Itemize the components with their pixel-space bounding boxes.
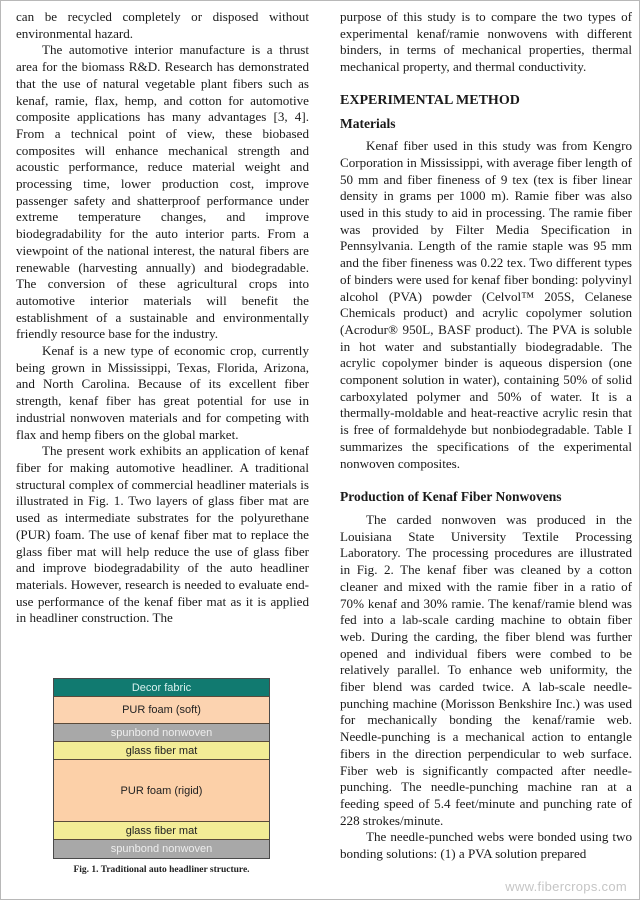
layer-label: Decor fabric [131,681,192,694]
paragraph: The needle-punched webs were bonded using two bonding solutions: (1) a PVA solution prepared [340,829,632,862]
paragraph: The present work exhibits an application of kenaf fiber for making automotive headliner. A traditional structural complex of commercial headliner materials is illustrated in Fig. 1. Two layers of glass fiber mat are used as intermediate substrates for the polyurethane (PUR) foam. The use of kenaf fiber mat to replace the glass fiber mat will help reduce the use of glass fiber and improve biodegradability of the auto headliner materials. However, research is needed to evaluate end-use performance of the kenaf fiber mat as it is applied in headliner construction. The [16,443,309,626]
paragraph: purpose of this study is to compare the two types of experimental kenaf/ramie nonwovens with different binders, in terms of mechanical properties, thermal mechanical property, and thermal conductivity. [340,9,632,75]
paragraph: The carded nonwoven was produced in the Louisiana State University Textile Processing Laboratory. The processing procedures are illustrated in Fig. 2. The kenaf fiber was cleaned by a cotton cleaner and mixed with the ramie fiber in a ratio of 70% kenaf and 30% ramie. The kenaf/ramie blend was fed into a lab-scale carding machine to obtain fiber web. During the carding, the fiber blend was further opened and individual fibers were combed to be relatively parallel. To enhance web uniformity, the fiber blend was carded twice. A lab-scale needle-punching machine (Morisson Benkshire Inc.) was used for mechanically bonding the kenaf/ramie web. Needle-punching is a mechanical action to entangle fibers in the direction perpendicular to web surface. Fiber web is significantly compacted after needle-punching. The needle-punching machine ran at a feeding speed of 5.4 feet/minute and punching rate of 228 strokes/minute. [340,511,632,828]
layer-label: glass fiber mat [125,744,198,757]
paragraph: Kenaf is a new type of economic crop, currently being grown in Mississippi, Texas, Florida, Arizona, and North Carolina. Because of its excellent fiber strength, kenaf fiber has great potential for use in industrial nonwoven materials and for competing with flax and hemp fibers on the global market. [16,343,309,442]
layer-pur-foam-rigid [54,760,269,822]
layer-label: PUR foam (soft) [122,704,201,716]
layer-pur-foam-soft [54,697,269,724]
right-column [340,9,632,863]
subsection-heading: Materials [340,115,396,131]
figure-caption: Fig. 1. Traditional auto headliner structure. [73,865,250,875]
section-heading: EXPERIMENTAL METHOD [340,92,520,108]
paragraph: Kenaf fiber used in this study was from Kengro Corporation in Mississippi, with average fiber length of 50 mm and fiber fineness of 9 tex (tex is fiber linear density in grams per 1000 m). Ramie fiber was also used in this study to aid in processing. The ramie fiber was provided by Filter Media Specification in Pennsylvania. Length of the ramie staple was 95 mm and the fiber fineness was 0.22 tex. Two different types of binders were used for kenaf fiber bonding: polyvinyl alcohol (PVA) powder (Celvol™ 205S, Celanese Chemicals product) and acrylic copolymer solution (Acrodur® 950L, BASF product). The PVA is soluble in hot water and substantially biodegradable. The acrylic copolymer binder is aqueous dispersion (one component solution in water), containing 50% of solid carboxylated polymer and 50% of water. It is a thermally-moldable and heat-reactive acrylic resin that is free of formaldehyde but nonbiodegradable. Table I summarizes the specifications of the experimental nonwoven composites. [340,138,632,471]
layer-stack-diagram [53,678,270,859]
paragraph: can be recycled completely or disposed without environmental hazard. [16,9,309,41]
layer-spunbond-nonwoven-top [54,724,269,742]
layer-label: spunbond nonwoven [110,843,213,855]
layer-label: glass fiber mat [125,824,198,837]
watermark: www.fibercrops.com [505,879,627,894]
subsection-heading: Production of Kenaf Fiber Nonwovens [340,489,562,505]
layer-glass-fiber-mat-top [54,742,269,760]
layer-decor-fabric [54,679,269,697]
layer-spunbond-nonwoven-bottom [54,840,269,858]
figure-1-headliner-structure [53,678,270,875]
left-column [16,9,309,627]
paragraph: The automotive interior manufacture is a thrust area for the biomass R&D. Research has demonstrated that the use of natural vegetable plant fibers such as kenaf, ramie, flax, hemp, and cotton for automotive composite applications has many advantages [3, 4]. From a technical point of view, these biobased composites will enhance mechanical strength and acoustic performance, reduce material weight and processing time, lower production cost, improve passenger safety and shatterproof performance under extreme temperature changes, and improve biodegradability for the auto interior parts. From a viewpoint of the national interest, the natural fibers are renewable (harvesting annually) and biodegradable. The conversion of these agricultural crops into automotive interior materials will benefit the establishment of a sustainable and environmentally friendly resource base for the industry. [16,42,309,342]
layer-glass-fiber-mat-bottom [54,822,269,840]
layer-label: spunbond nonwoven [110,726,213,739]
layer-label: PUR foam (rigid) [120,784,203,797]
